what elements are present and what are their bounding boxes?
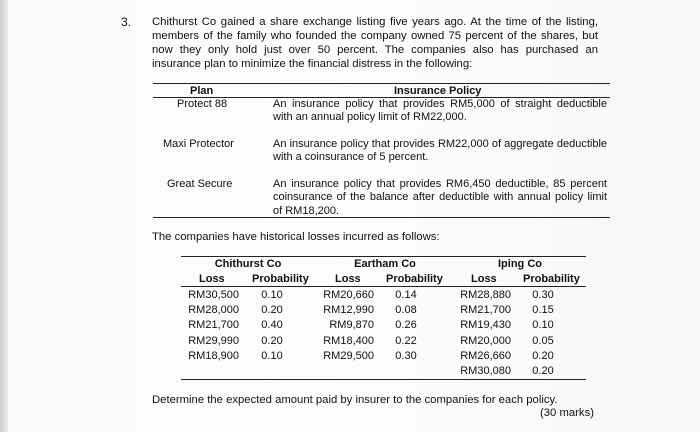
plan-name: Protect 88 bbox=[177, 98, 228, 110]
probability-value: 0.10 bbox=[532, 319, 554, 332]
loss-value: RM19,430 bbox=[460, 319, 511, 332]
loss-value: RM28,880 bbox=[460, 289, 511, 301]
probability-value: 0.05 bbox=[532, 334, 554, 347]
probability-value: 0.20 bbox=[532, 365, 554, 377]
loss-value: RM30,500 bbox=[188, 289, 239, 301]
probability-value: 0.20 bbox=[261, 334, 283, 347]
page-edge-shadow bbox=[0, 0, 8, 432]
instruction-text: Determine the expected amount paid by insurer to the companies for each policy. bbox=[152, 394, 558, 406]
marks-label: (30 marks) bbox=[540, 407, 594, 419]
loss-subheader: Loss bbox=[471, 273, 497, 285]
plan-name: Great Secure bbox=[167, 178, 233, 190]
company-header: Chithurst Co bbox=[214, 258, 282, 270]
probability-subheader: Probability bbox=[386, 273, 443, 285]
probability-value: 0.10 bbox=[261, 349, 283, 362]
plan-description: An insurance policy that provides RM5,000 of straight deductible with an annual policy limit of RM22,000. bbox=[273, 98, 607, 124]
loss-table-bottom-rule bbox=[181, 379, 586, 380]
losses-intro: The companies have historical losses incurred as follows: bbox=[152, 231, 440, 243]
company-header: Iping Co bbox=[498, 258, 542, 270]
loss-subheader: Loss bbox=[199, 273, 225, 285]
probability-value: 0.20 bbox=[532, 349, 554, 362]
policy-header-policy: Insurance Policy bbox=[394, 85, 482, 97]
probability-value: 0.40 bbox=[261, 319, 283, 332]
probability-value: 0.30 bbox=[395, 349, 417, 362]
probability-value: 0.26 bbox=[395, 319, 417, 332]
probability-value: 0.14 bbox=[395, 289, 417, 301]
policy-header-plan: Plan bbox=[190, 85, 214, 97]
probability-value: 0.30 bbox=[532, 289, 554, 301]
question-number: 3. bbox=[121, 15, 132, 29]
probability-subheader: Probability bbox=[523, 273, 580, 285]
loss-value: RM12,990 bbox=[323, 304, 374, 317]
loss-value: RM18,400 bbox=[323, 334, 374, 347]
loss-subheader: Loss bbox=[335, 273, 361, 285]
policy-table-bottom-rule bbox=[153, 217, 610, 218]
probability-value: 0.15 bbox=[532, 304, 554, 317]
loss-value: RM29,990 bbox=[188, 334, 239, 347]
loss-table-header-rule bbox=[181, 286, 586, 287]
question-text: Chithurst Co gained a share exchange listing five years ago. At the time of the listing, members of the family who founded the company owned 75 percent of the shares, but now they only hold just over 50 percent. The companies also has purchased an insurance plan to minimize the financial distress in the following: bbox=[152, 16, 598, 70]
loss-value: RM21,700 bbox=[460, 304, 511, 317]
loss-value: RM18,900 bbox=[188, 349, 239, 362]
probability-value: 0.10 bbox=[261, 289, 283, 301]
loss-value: RM29,500 bbox=[323, 349, 374, 362]
probability-value: 0.08 bbox=[395, 304, 417, 317]
loss-value: RM9,870 bbox=[329, 319, 374, 332]
loss-value: RM20,660 bbox=[323, 289, 374, 301]
probability-value: 0.22 bbox=[395, 334, 417, 347]
plan-description: An insurance policy that provides RM6,450 deductible, 85 percent coinsurance of the balance after deductible with annual policy limit of RM18,200. bbox=[273, 178, 607, 217]
plan-name: Maxi Protector bbox=[163, 138, 234, 150]
policy-table-top-rule bbox=[153, 83, 610, 84]
loss-value: RM30,080 bbox=[460, 365, 511, 377]
plan-description: An insurance policy that provides RM22,000 of aggregate deductible with a coinsurance of 5 percent. bbox=[273, 138, 607, 164]
company-header: Eartham Co bbox=[354, 258, 416, 270]
loss-value: RM20,000 bbox=[460, 334, 511, 347]
loss-value: RM28,000 bbox=[188, 304, 239, 317]
probability-value: 0.20 bbox=[261, 304, 283, 317]
loss-value: RM26,660 bbox=[460, 349, 511, 362]
loss-value: RM21,700 bbox=[188, 319, 239, 332]
probability-subheader: Probability bbox=[252, 273, 309, 285]
